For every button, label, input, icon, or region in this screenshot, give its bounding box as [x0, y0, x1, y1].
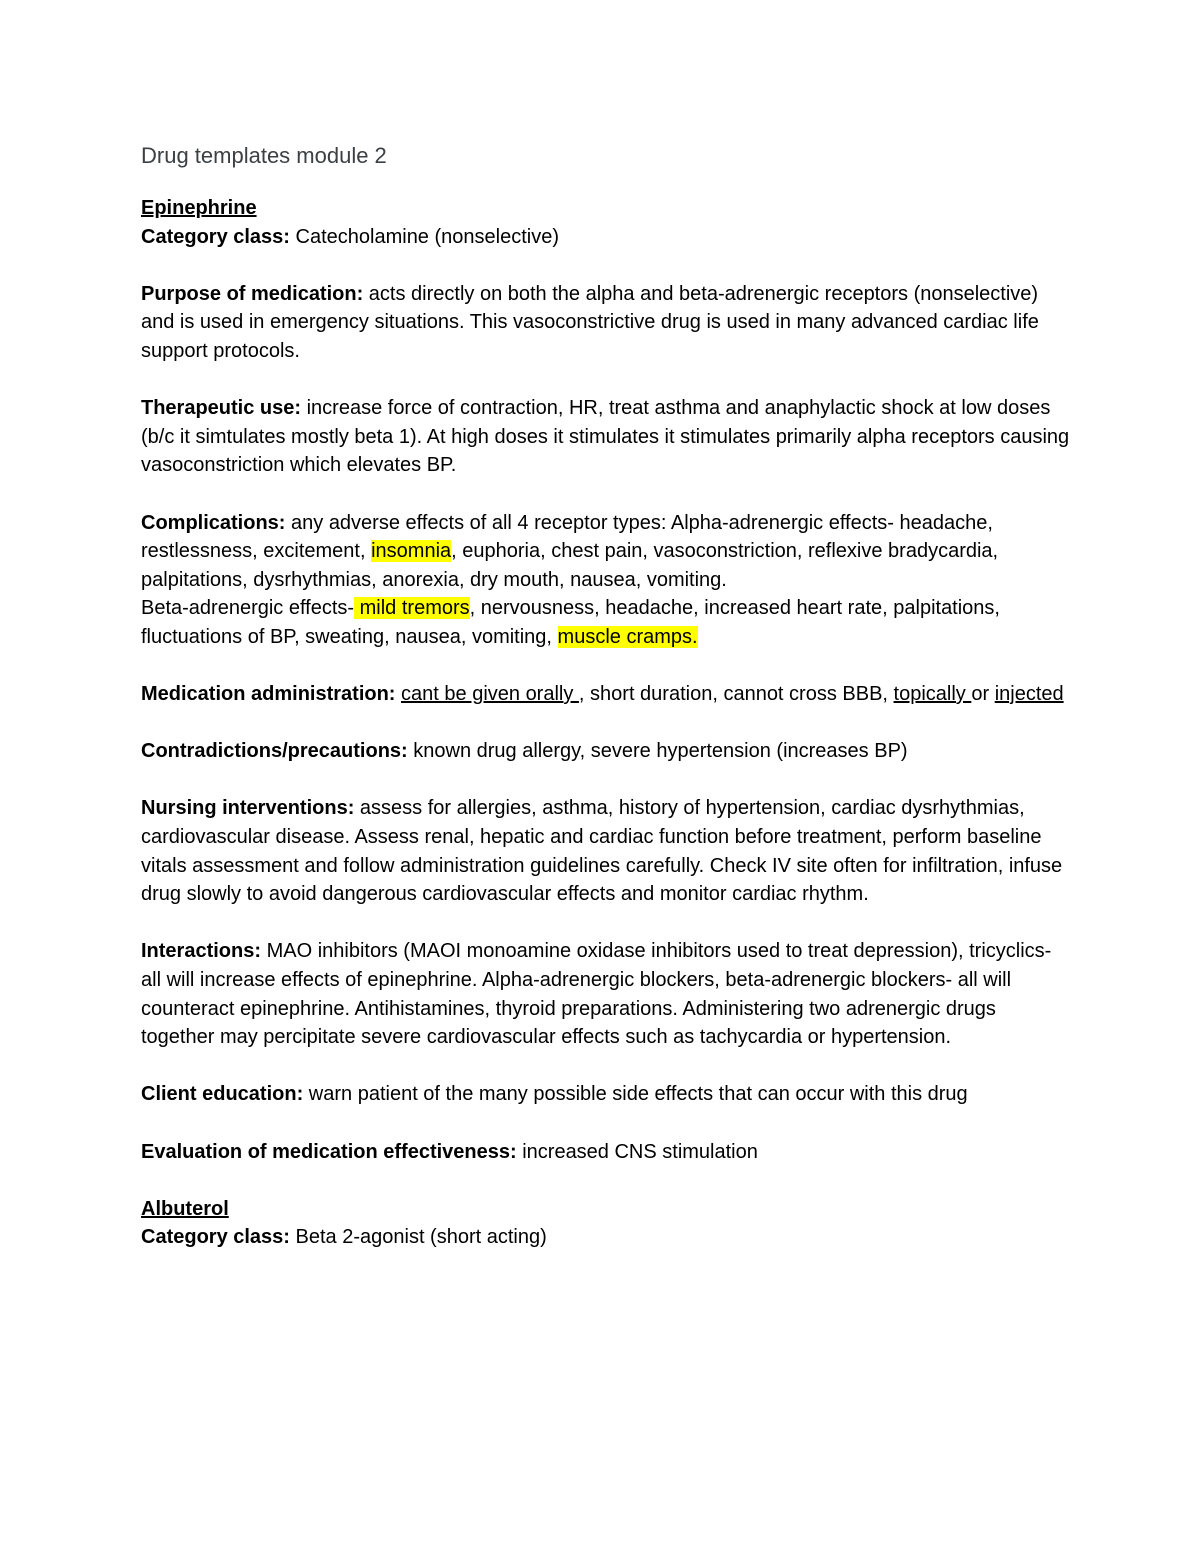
- client-education: Client education: warn patient of the many possible side effects that can occur with this drug: [141, 1083, 968, 1106]
- highlight-insomnia: insomnia: [371, 540, 452, 563]
- complications: Complications: any adverse effects of all 4 receptor types: Alpha-adrenergic effects- headache, restlessness, excitement, insomnia, euphoria, chest pain, vasoconstriction, reflexive bradycardia, palpitations, dysrhythmias, anorexia, dry mouth, nausea, vomiting.: [141, 511, 999, 591]
- drug-name-epinephrine: Epinephrine: [141, 197, 257, 219]
- medication-administration: Medication administration: cant be given orally , short duration, cannot cross BBB, topically or injected: [141, 683, 1064, 706]
- albuterol-category-class: Category class: Beta 2-agonist (short acting): [141, 1226, 547, 1249]
- interactions: Interactions: MAO inhibitors (MAOI monoamine oxidase inhibitors used to treat depression), tricyclics- all will increase effects of epinephrine. Alpha-adrenergic blockers, beta-adrenergic blockers- all will counteract epinephrine. Antihistamines, thyroid preparations. Administering two adrenergic drugs together may percipitate severe cardiovascular effects such as tachycardia or hypertension.: [141, 940, 1052, 1049]
- document-page: [141, 138, 1071, 1252]
- purpose-of-medication: Purpose of medication: acts directly on both the alpha and beta-adrenergic receptors (nonselective) and is used in emergency situations. This vasoconstrictive drug is used in many advanced cardiac life support protocols.: [141, 282, 1039, 362]
- evaluation-of-effectiveness: Evaluation of medication effectiveness: increased CNS stimulation: [141, 1140, 758, 1163]
- category-class: Category class: Catecholamine (nonselective): [141, 225, 559, 248]
- nursing-interventions: Nursing interventions: assess for allergies, asthma, history of hypertension, cardiac dysrhythmias, cardiovascular disease. Assess renal, hepatic and cardiac function before treatment, perform baseline vitals assessment and follow administration guidelines carefully. Check IV site often for infiltration, infuse drug slowly to avoid dangerous cardiovascular effects and monitor cardiac rhythm.: [141, 797, 1063, 906]
- highlight-mild-tremors: mild tremors: [354, 597, 470, 620]
- document-title: Drug templates module 2: [141, 143, 387, 168]
- drug-name-albuterol: Albuterol: [141, 1197, 229, 1220]
- contradictions-precautions: Contradictions/precautions: known drug allergy, severe hypertension (increases BP): [141, 740, 908, 763]
- highlight-muscle-cramps: muscle cramps.: [557, 625, 698, 648]
- therapeutic-use: Therapeutic use: increase force of contraction, HR, treat asthma and anaphylactic shock at low doses (b/c it simtulates mostly beta 1). At high doses it stimulates it stimulates primarily alpha receptors causing vasoconstriction which elevates BP.: [141, 397, 1070, 477]
- complications-beta: Beta-adrenergic effects- mild tremors, nervousness, headache, increased heart rate, palpitations, fluctuations of BP, sweating, nausea, vomiting, muscle cramps.: [141, 597, 1000, 648]
